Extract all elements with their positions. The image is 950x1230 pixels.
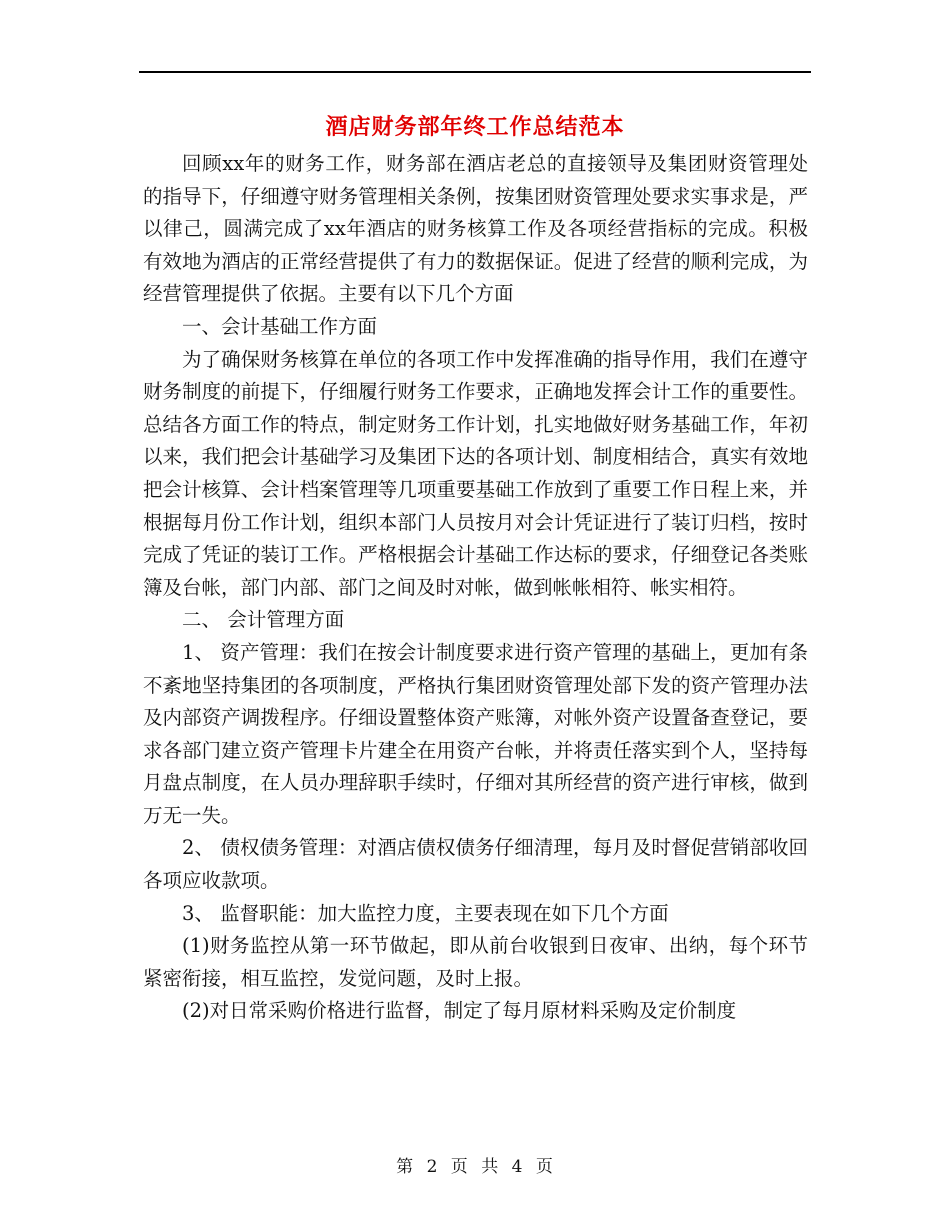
page-number: 第 2 页 共 4 页: [396, 1157, 554, 1177]
header-rule: [139, 71, 811, 73]
asset-management-paragraph: 1、 资产管理：我们在按会计制度要求进行资产管理的基础上，更加有条不紊地坚持集团的各项制度，严格执行集团财资管理处部下发的资产管理办法及内部资产调拨程序。仔细设置整体资产账簿，对帐外资产设置备查登记，要求各部门建立资产管理卡片建全在用资产台帐，并将责任落实到个人，坚持每月盘点制度，在人员办理辞职手续时，仔细对其所经营的资产进行审核，做到万无一失。: [143, 640, 808, 827]
supervision-item-2: (2)对日常采购价格进行监督，制定了每月原材料采购及定价制度: [182, 999, 737, 1023]
supervision-item-1: (1)财务监控从第一环节做起，即从前台收银到日夜审、出纳，每个环节紧密衔接，相互监控，发觉问题，及时上报。: [143, 934, 808, 990]
document-title: 酒店财务部年终工作总结范本: [325, 114, 625, 140]
section-1-paragraph: 为了确保财务核算在单位的各项工作中发挥准确的指导作用，我们在遵守财务制度的前提下，仔细履行财务工作要求，正确地发挥会计工作的重要性。总结各方面工作的特点，制定财务工作计划，扎实地做好财务基础工作，年初以来，我们把会计基础学习及集团下达的各项计划、制度相结合，真实有效地把会计核算、会计档案管理等几项重要基础工作放到了重要工作日程上来，并根据每月份工作计划，组织本部门人员按月对会计凭证进行了装订归档，按时完成了凭证的装订工作。严格根据会计基础工作达标的要求，仔细登记各类账簿及台帐，部门内部、部门之间及时对帐，做到帐帐相符、帐实相符。: [143, 347, 808, 599]
debt-management-paragraph: 2、 债权债务管理：对酒店债权债务仔细清理，每月及时督促营销部收回各项应收款项。: [143, 836, 808, 893]
document-body: [143, 148, 808, 1028]
section-heading-1: 一、会计基础工作方面: [182, 314, 378, 338]
section-heading-2: 二、 会计管理方面: [182, 608, 345, 632]
intro-paragraph: 回顾xx年的财务工作，财务部在酒店老总的直接领导及集团财资管理处的指导下，仔细遵守财务管理相关条例，按集团财资管理处要求实事求是，严以律己，圆满完成了xx年酒店的财务核算工作及各项经营指标的完成。积极有效地为酒店的正常经营提供了有力的数据保证。促进了经营的顺利完成，为经营管理提供了依据。主要有以下几个方面: [143, 152, 808, 306]
supervision-paragraph: 3、 监督职能：加大监控力度，主要表现在如下几个方面: [182, 901, 669, 925]
